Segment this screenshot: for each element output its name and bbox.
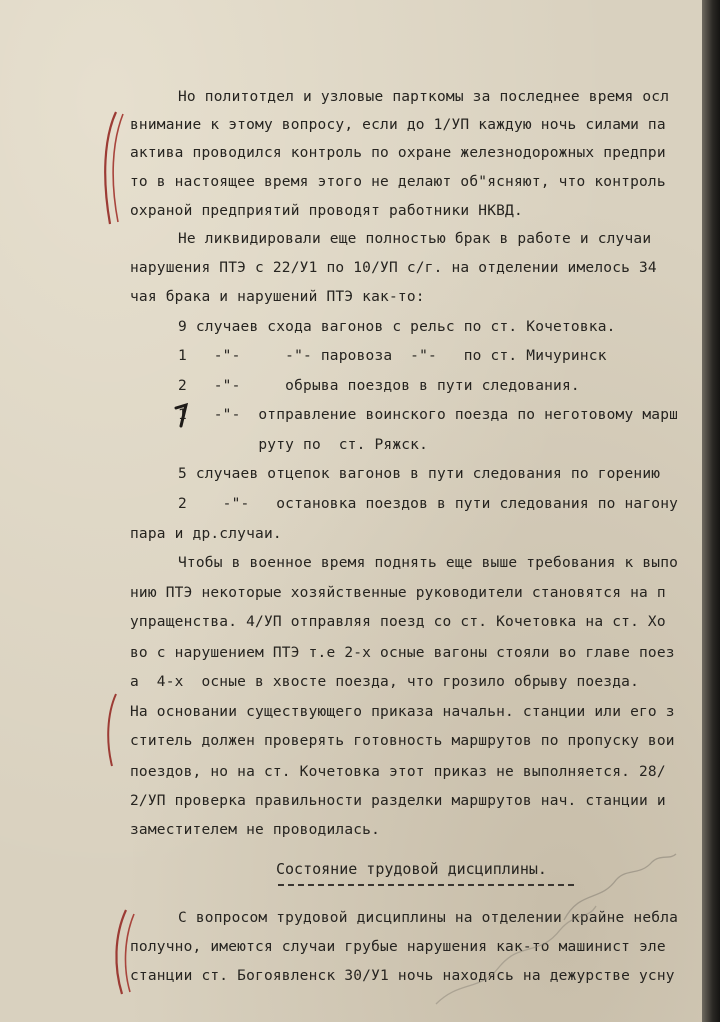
pencil-scribble-mark [430,900,600,1010]
text-line: упращенства. 4/УП отправляя поезд со ст. Кочетовка на ст. Хо [130,614,666,630]
text-line: 2/УП проверка правильности разделки маршрутов нач. станции и [130,793,666,809]
margin-bracket-mark [96,108,126,228]
text-line: ститель должен проверять готовность маршрутов по пропуску вои [130,733,675,749]
page-edge-shadow [702,0,720,1022]
text-line: станции ст. Богоявленск 30/У1 ночь находясь на дежурстве усну [130,968,675,984]
text-line: 1 -"- отправление воинского поезда по неготовому марш [178,407,679,423]
text-line: Но политотдел и узловые парткомы за последнее время осл [178,89,670,105]
margin-bracket-mark [104,906,138,998]
text-line: 9 случаев схода вагонов с рельс по ст. Кочетовка. [178,319,616,335]
text-line: охраной предприятий проводят работники НКВД. [130,203,523,219]
text-line: 1 -"- -"- паровоза -"- по ст. Мичуринск [178,348,607,364]
text-line: заместителем не проводилась. [130,822,381,838]
text-line: 5 случаев отцепок вагонов в пути следования по горению [178,466,661,482]
text-line: На основании существующего приказа начальн. станции или его з [130,704,675,720]
heading-underline [278,884,574,886]
section-heading: Состояние трудовой дисциплины. [276,860,547,878]
text-line: Не ликвидировали еще полностью брак в работе и случаи [178,231,652,247]
text-line: поездов, но на ст. Кочетовка этот приказ не выполняется. 28/ [130,764,666,780]
text-line: во с нарушением ПТЭ т.е 2-х осные вагоны стояли во главе поез [130,645,675,661]
text-line: руту по ст. Ряжск. [178,437,429,453]
text-line: внимание к этому вопросу, если до 1/УП каждую ночь силами па [130,117,666,133]
text-line: получно, имеются случаи грубые нарушения как-то машинист эле [130,939,666,955]
text-line: а 4-х осные в хвосте поезда, что грозило обрыву поезда. [130,674,639,690]
text-line: Чтобы в военное время поднять еще выше требования к выпо [178,555,679,571]
text-line: 2 -"- обрыва поездов в пути следования. [178,378,580,394]
margin-bracket-mark [98,690,124,770]
text-line: чая брака и нарушений ПТЭ как-то: [130,289,425,305]
text-line: нию ПТЭ некоторые хозяйственные руководители становятся на п [130,585,666,601]
text-line: то в настоящее время этого не делают об"ясняют, что контроль [130,174,666,190]
text-line: актива проводился контроль по охране железнодорожных предпри [130,145,666,161]
text-line: нарушения ПТЭ с 22/У1 по 10/УП с/г. на отделении имелось 34 [130,260,657,276]
text-line: 2 -"- остановка поездов в пути следования по нагону [178,496,679,512]
text-line: С вопросом трудовой дисциплины на отделении крайне небла [178,910,679,926]
handwritten-numeral-mark [172,402,194,428]
text-line: пара и др.случаи. [130,526,282,542]
